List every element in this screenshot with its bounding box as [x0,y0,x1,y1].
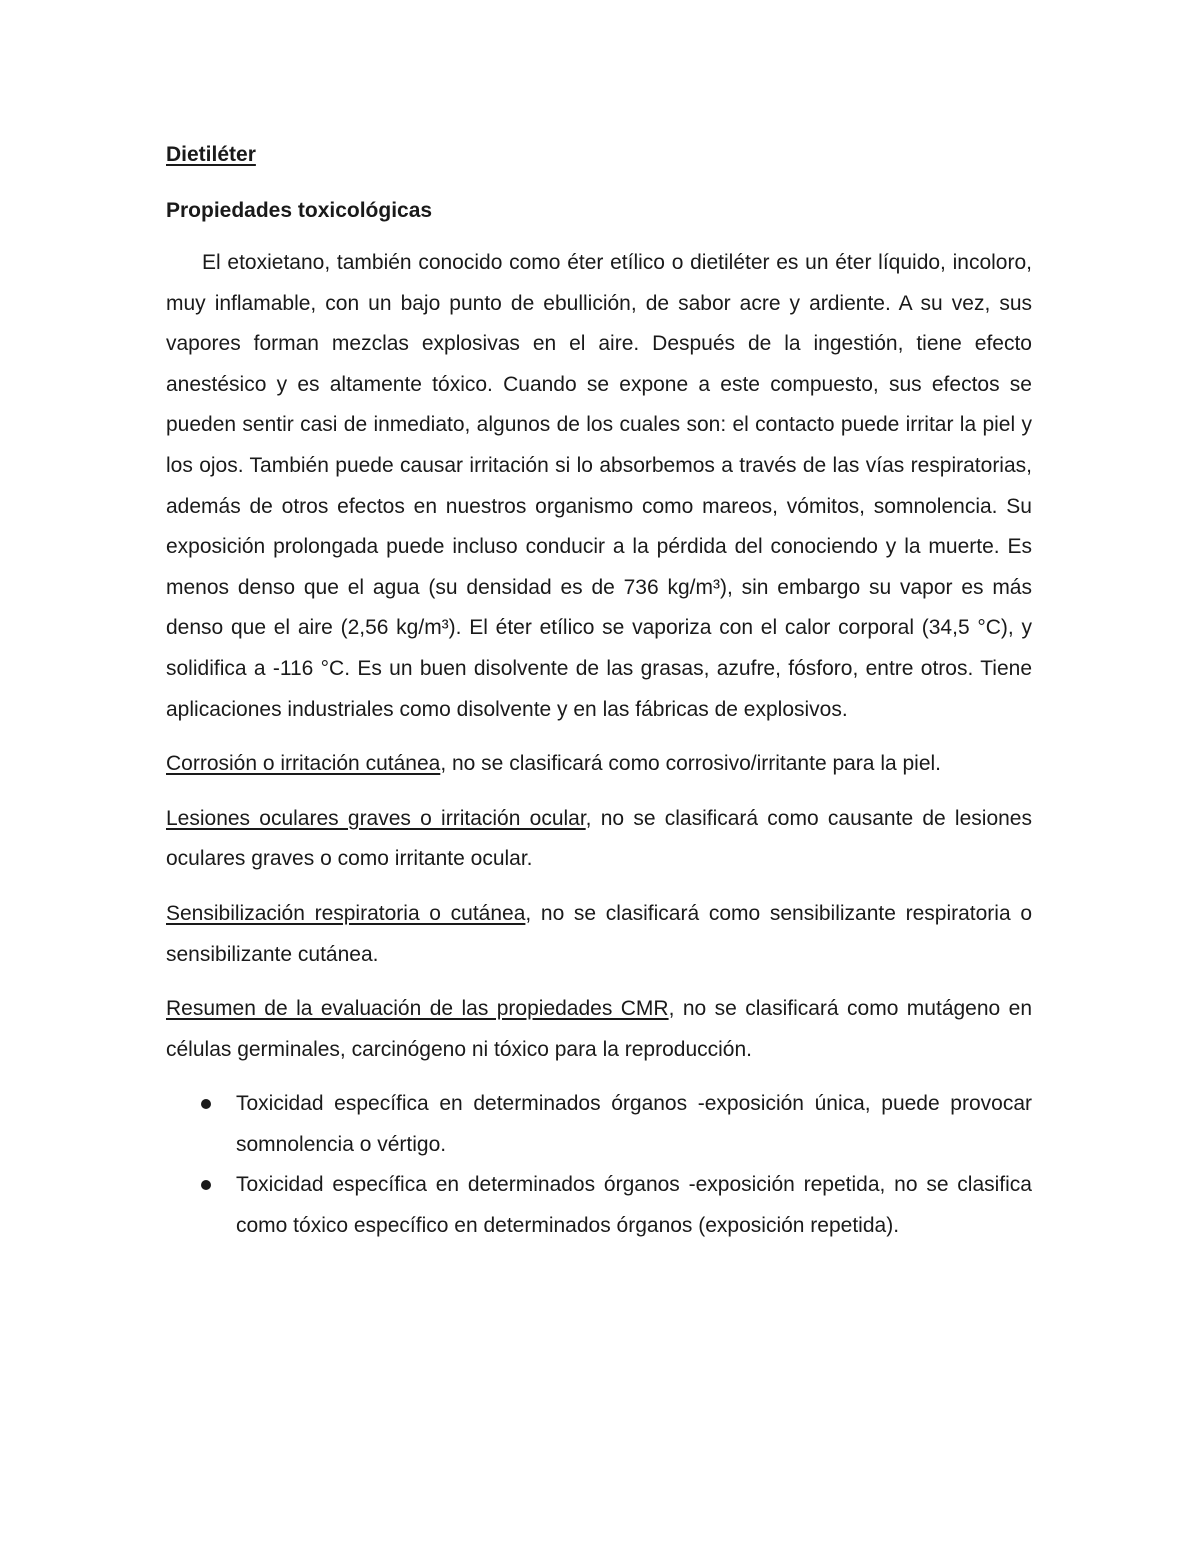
classification-term: Corrosión o irritación cutánea [166,752,441,776]
list-item-text: Toxicidad específica en determinados órganos -exposición repetida, no se clasifica como tóxico específico en determinados órganos (exposición repetida). [236,1173,1032,1238]
document-page [166,140,1032,1247]
classification-eye-damage [166,799,1032,880]
classification-term: Lesiones oculares graves o irritación ocular [166,806,586,830]
bullet-icon [201,1180,211,1190]
classification-cmr-summary [166,989,1032,1070]
classification-sensitization [166,894,1032,975]
classification-text: , no se clasificará como corrosivo/irritante para la piel. [440,752,942,776]
intro-paragraph: El etoxietano, también conocido como éter etílico o dietiléter es un éter líquido, incoloro, muy inflamable, con un bajo punto de ebullición, de sabor acre y ardiente. A su vez, sus vapores forman mezclas explosivas en el aire. Después de la ingestión, tiene efecto anestésico y es altamente tóxico. Cuando se expone a este compuesto, sus efectos se pueden sentir casi de inmediato, algunos de los cuales son: el contacto puede irritar la piel y los ojos. También puede causar irritación si lo absorbemos a través de las vías respiratorias, además de otros efectos en nuestros organismo como mareos, vómitos, somnolencia. Su exposición prolongada puede incluso conducir a la pérdida del conociendo y la muerte. Es menos denso que el agua (su densidad es de 736 kg/m³), sin embargo su vapor es más denso que el aire (2,56 kg/m³). El éter etílico se vaporiza con el calor corporal (34,5 °C), y solidifica a -116 °C. Es un buen disolvente de las grasas, azufre, fósforo, entre otros. Tiene aplicaciones industriales como disolvente y en las fábricas de explosivos. [166,251,1032,721]
classification-text: , no se clasificará como causante de lesiones oculares graves o como irritante ocular. [166,806,1032,871]
list-item [236,1084,1032,1165]
classification-text: , no se clasificará como mutágeno en células germinales, carcinógeno ni tóxico para la reproducción. [166,997,1032,1061]
document-title: Dietiléter [166,143,256,166]
list-item [236,1165,1032,1246]
classification-skin-corrosion [166,744,1032,785]
bullet-icon [201,1099,211,1109]
classification-text: , no se clasificará como sensibilizante respiratoria o sensibilizante cutánea. [166,901,1032,966]
toxicity-bullet-list [166,1084,1032,1246]
list-item-text: Toxicidad específica en determinados órganos -exposición única, puede provocar somnolencia o vértigo. [236,1092,1032,1156]
classification-term: Resumen de la evaluación de las propiedades CMR [166,997,669,1021]
section-heading: Propiedades toxicológicas [166,199,433,222]
classification-term: Sensibilización respiratoria o cutánea [166,901,526,925]
